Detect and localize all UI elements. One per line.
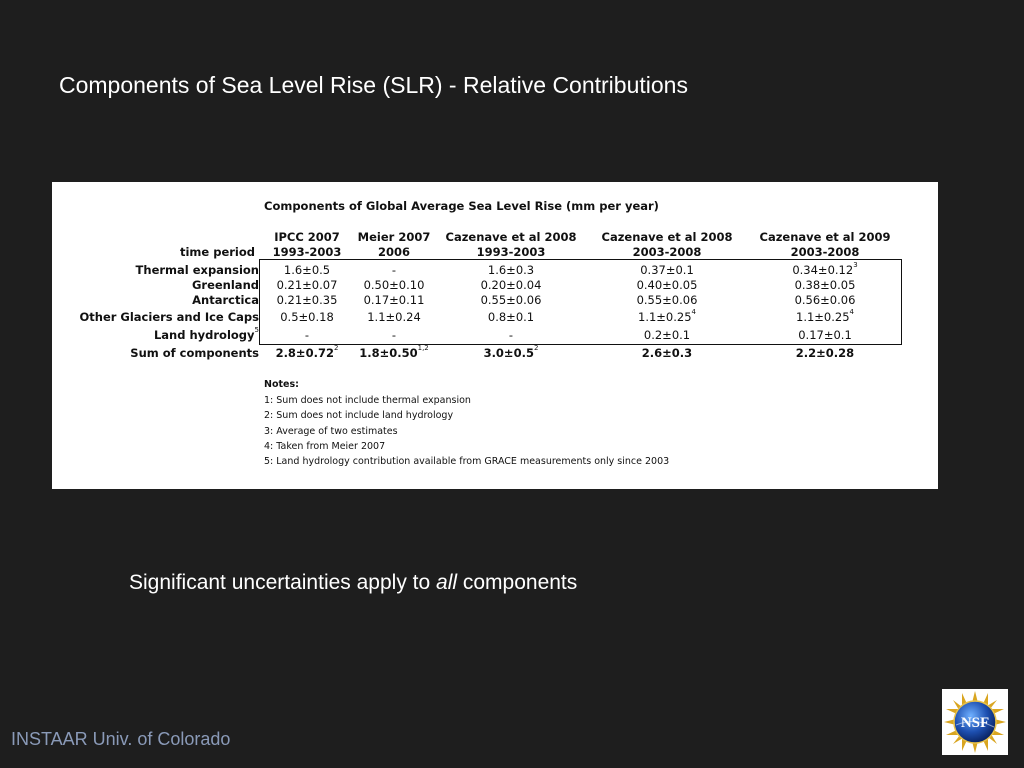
time-period-label: time period <box>179 245 255 259</box>
note-line: 2: Sum does not include land hydrology <box>264 410 454 422</box>
note-line: 5: Land hydrology contribution available from GRACE measurements only since 2003 <box>264 456 670 468</box>
cell-value: - <box>508 328 514 342</box>
cell-value: 0.34±0.12 <box>792 263 854 277</box>
note-line: 3: Average of two estimates <box>264 425 398 437</box>
cell-value: 0.40±0.05 <box>636 278 698 292</box>
logo-text: NSF <box>960 715 990 731</box>
column-period: 2003-2008 <box>632 245 702 259</box>
column-source: Cazenave et al 2009 <box>759 230 891 244</box>
row-label-text: Land hydrology <box>153 328 255 342</box>
row-cell <box>592 278 742 292</box>
row-cell <box>750 328 900 342</box>
cell-value: 1.1±0.25 <box>638 310 692 324</box>
cell-value: 0.2±0.1 <box>643 328 691 342</box>
table-image-panel <box>52 182 938 489</box>
cell-footnote: 3 <box>853 261 858 269</box>
slide-title: Components of Sea Level Rise (SLR) - Relative Contributions <box>59 72 688 98</box>
row-label <box>56 278 259 292</box>
cell-footnote: 4 <box>691 308 696 316</box>
row-label-text: Greenland <box>191 278 259 292</box>
column-source: Cazenave et al 2008 <box>445 230 577 244</box>
row-cell <box>436 293 586 307</box>
column-source: Meier 2007 <box>357 230 431 244</box>
cell-value: 0.38±0.05 <box>794 278 856 292</box>
column-source: IPCC 2007 <box>274 230 340 244</box>
cell-value: 0.50±0.10 <box>363 278 425 292</box>
row-label <box>56 263 259 277</box>
column-header-5 <box>752 230 898 260</box>
row-cell <box>592 328 742 342</box>
notes-section <box>264 379 669 471</box>
column-period: 2003-2008 <box>790 245 860 259</box>
column-period: 1993-2003 <box>272 245 342 259</box>
row-label-text: Thermal expansion <box>135 263 259 277</box>
notes-heading: Notes: <box>264 379 299 390</box>
row-label <box>56 328 259 342</box>
sum-cell <box>750 346 900 360</box>
cell-value: 3.0±0.5 <box>483 346 534 360</box>
cell-footnote: 2 <box>533 344 539 352</box>
cell-value: 2.8±0.72 <box>275 346 334 360</box>
row-label-text: Antarctica <box>192 293 259 307</box>
column-header-1 <box>264 230 350 260</box>
nsf-logo-icon <box>942 689 1008 755</box>
nsf-logo <box>942 689 1008 755</box>
sum-cell <box>592 346 742 360</box>
cell-value: 0.21±0.35 <box>276 293 338 307</box>
table-caption: Components of Global Average Sea Level Rise (mm per year) <box>264 199 659 213</box>
row-cell <box>750 263 900 277</box>
cell-value: 1.8±0.50 <box>359 346 418 360</box>
sum-row-label: Sum of components <box>130 346 259 360</box>
subtitle-suffix: components <box>457 571 578 594</box>
cell-value: 1.6±0.3 <box>487 263 535 277</box>
cell-footnote: 1,2 <box>417 344 429 352</box>
cell-footnote: 2 <box>333 344 339 352</box>
cell-footnote: 4 <box>849 308 854 316</box>
row-cell <box>436 328 586 342</box>
subtitle-prefix: Significant uncertainties apply to <box>129 571 437 594</box>
row-cell <box>436 310 586 324</box>
note-line: 4: Taken from Meier 2007 <box>264 440 386 452</box>
cell-value: 0.17±0.1 <box>798 328 852 342</box>
column-period: 1993-2003 <box>476 245 546 259</box>
column-period: 2006 <box>377 245 410 259</box>
sum-cell <box>436 346 586 360</box>
cell-value: 0.20±0.04 <box>480 278 542 292</box>
cell-value: 0.8±0.1 <box>487 310 535 324</box>
cell-value: 0.21±0.07 <box>276 278 338 292</box>
cell-value: 0.37±0.1 <box>640 263 694 277</box>
cell-value: 1.1±0.25 <box>796 310 850 324</box>
row-cell <box>436 263 586 277</box>
row-cell <box>750 293 900 307</box>
cell-value: - <box>391 263 397 277</box>
row-label <box>56 310 259 324</box>
row-cell <box>592 293 742 307</box>
footer-institution: INSTAAR Univ. of Colorado <box>11 729 231 749</box>
note-line: 1: Sum does not include thermal expansion <box>264 395 471 406</box>
cell-value: 0.55±0.06 <box>480 293 542 307</box>
cell-value: 2.6±0.3 <box>641 346 693 360</box>
subtitle <box>129 571 577 595</box>
column-source: Cazenave et al 2008 <box>601 230 733 244</box>
cell-value: 0.17±0.11 <box>363 293 425 307</box>
cell-value: 1.1±0.24 <box>367 310 421 324</box>
row-label-text: Other Glaciers and Ice Caps <box>79 310 259 324</box>
row-label-footnote: 5 <box>254 326 259 334</box>
row-cell <box>750 278 900 292</box>
cell-value: 0.55±0.06 <box>636 293 698 307</box>
cell-value: 1.6±0.5 <box>283 263 331 277</box>
row-label <box>56 293 259 307</box>
row-cell <box>592 310 742 324</box>
cell-value: 2.2±0.28 <box>795 346 855 360</box>
row-cell <box>436 278 586 292</box>
column-header-4 <box>594 230 740 260</box>
column-header-2 <box>352 230 436 260</box>
cell-value: 0.5±0.18 <box>280 310 334 324</box>
row-cell <box>592 263 742 277</box>
row-cell <box>750 310 900 324</box>
cell-value: - <box>304 328 310 342</box>
subtitle-emphasis: all <box>436 571 458 594</box>
cell-value: - <box>391 328 397 342</box>
column-header-3 <box>440 230 582 260</box>
cell-value: 0.56±0.06 <box>794 293 856 307</box>
